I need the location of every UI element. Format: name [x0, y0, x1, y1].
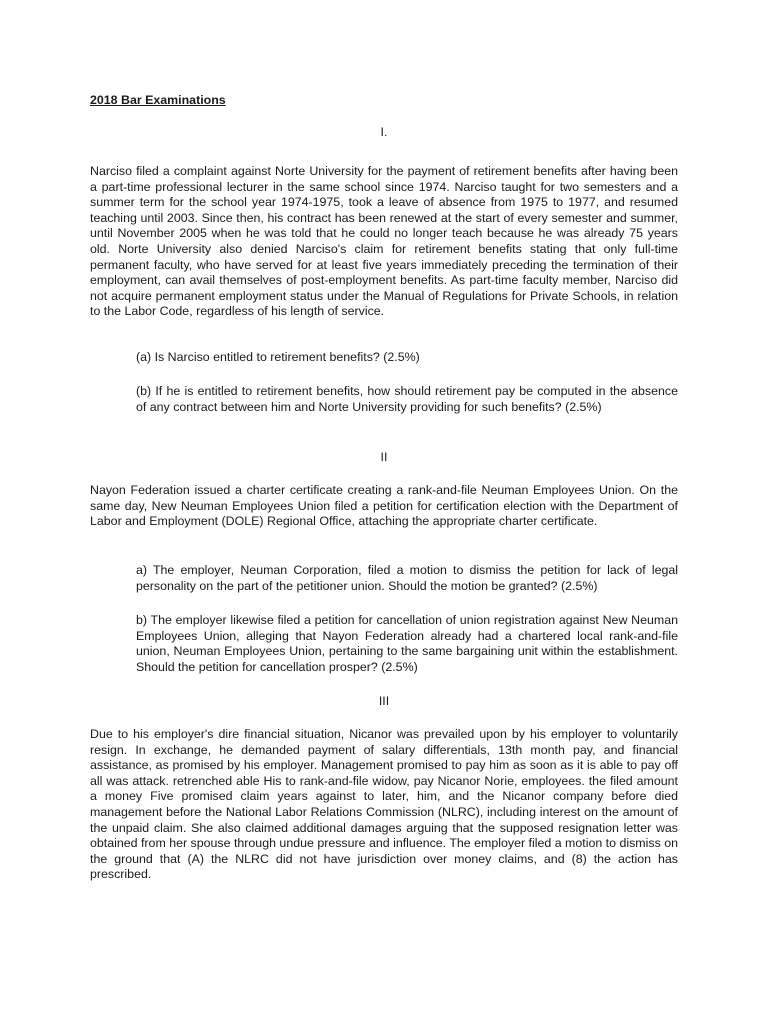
section-3-body: Due to his employer's dire financial situation, Nicanor was prevailed upon by his employer to voluntarily resign. In exchange, he demanded payment of salary differentials, 13th month pay, and financial assistance, as promised by his employer. Management promised to pay him as soon as it is able to pay off all was attack. retrenched able His to rank-and-file widow, pay Nicanor Norie, employees. the filed amount a money Five promised claim years against to later, him, and the Nicanor company before died management before the National Labor Relations Commission (NLRC), including interest on the amount of the unpaid claim. She also claimed additional damages arguing that the supposed resignation letter was obtained from her spouse through undue pressure and influence. The employer filed a motion to dismiss on the ground that (A) the NLRC did not have jurisdiction over money claims, and (8) the action has prescribed.	[90, 727, 678, 882]
section-1-question-a: (a) Is Narciso entitled to retirement benefits? (2.5%)	[136, 350, 420, 364]
section-3-numeral: III	[378, 694, 390, 708]
document-heading: 2018 Bar Examinations	[90, 93, 226, 107]
section-2-question-a: a) The employer, Neuman Corporation, filed a motion to dismiss the petition for lack of legal personality on the part of the petitioner union. Should the motion be granted? (2.5%)	[136, 563, 678, 593]
section-2-question-b: b) The employer likewise filed a petition for cancellation of union registration against New Neuman Employees Union, alleging that Nayon Federation already had a chartered local rank-and-file union, Neuman Employees Union, pertaining to the same bargaining unit within the establishment. Should the petition for cancellation prosper? (2.5%)	[136, 613, 678, 674]
section-2-numeral: II	[380, 450, 388, 464]
section-2-body: Nayon Federation issued a charter certificate creating a rank-and-file Neuman Employees Union. On the same day, New Neuman Employees Union filed a petition for certification election with the Department of Labor and Employment (DOLE) Regional Office, attaching the appropriate charter certificate.	[90, 483, 678, 529]
section-1-body: Narciso filed a complaint against Norte University for the payment of retirement benefits after having been a part-time professional lecturer in the same school since 1974. Narciso taught for two semesters and a summer term for the school year 1974-1975, took a leave of absence from 1975 to 1977, and resumed teaching until 2003. Since then, his contract has been renewed at the start of every semester and summer, until November 2005 when he was told that he could no longer teach because he was already 75 years old. Norte University also denied Narciso's claim for retirement benefits stating that only full-time permanent faculty, who have served for at least five years immediately preceding the termination of their employment, can avail themselves of post-employment benefits. As part-time faculty member, Narciso did not acquire permanent employment status under the Manual of Regulations for Private Schools, in relation to the Labor Code, regardless of his length of service.	[90, 164, 678, 319]
section-1-question-b: (b) If he is entitled to retirement benefits, how should retirement pay be computed in the absence of any contract between him and Norte University providing for such benefits? (2.5%)	[136, 384, 678, 414]
section-1-numeral: I.	[380, 125, 388, 139]
